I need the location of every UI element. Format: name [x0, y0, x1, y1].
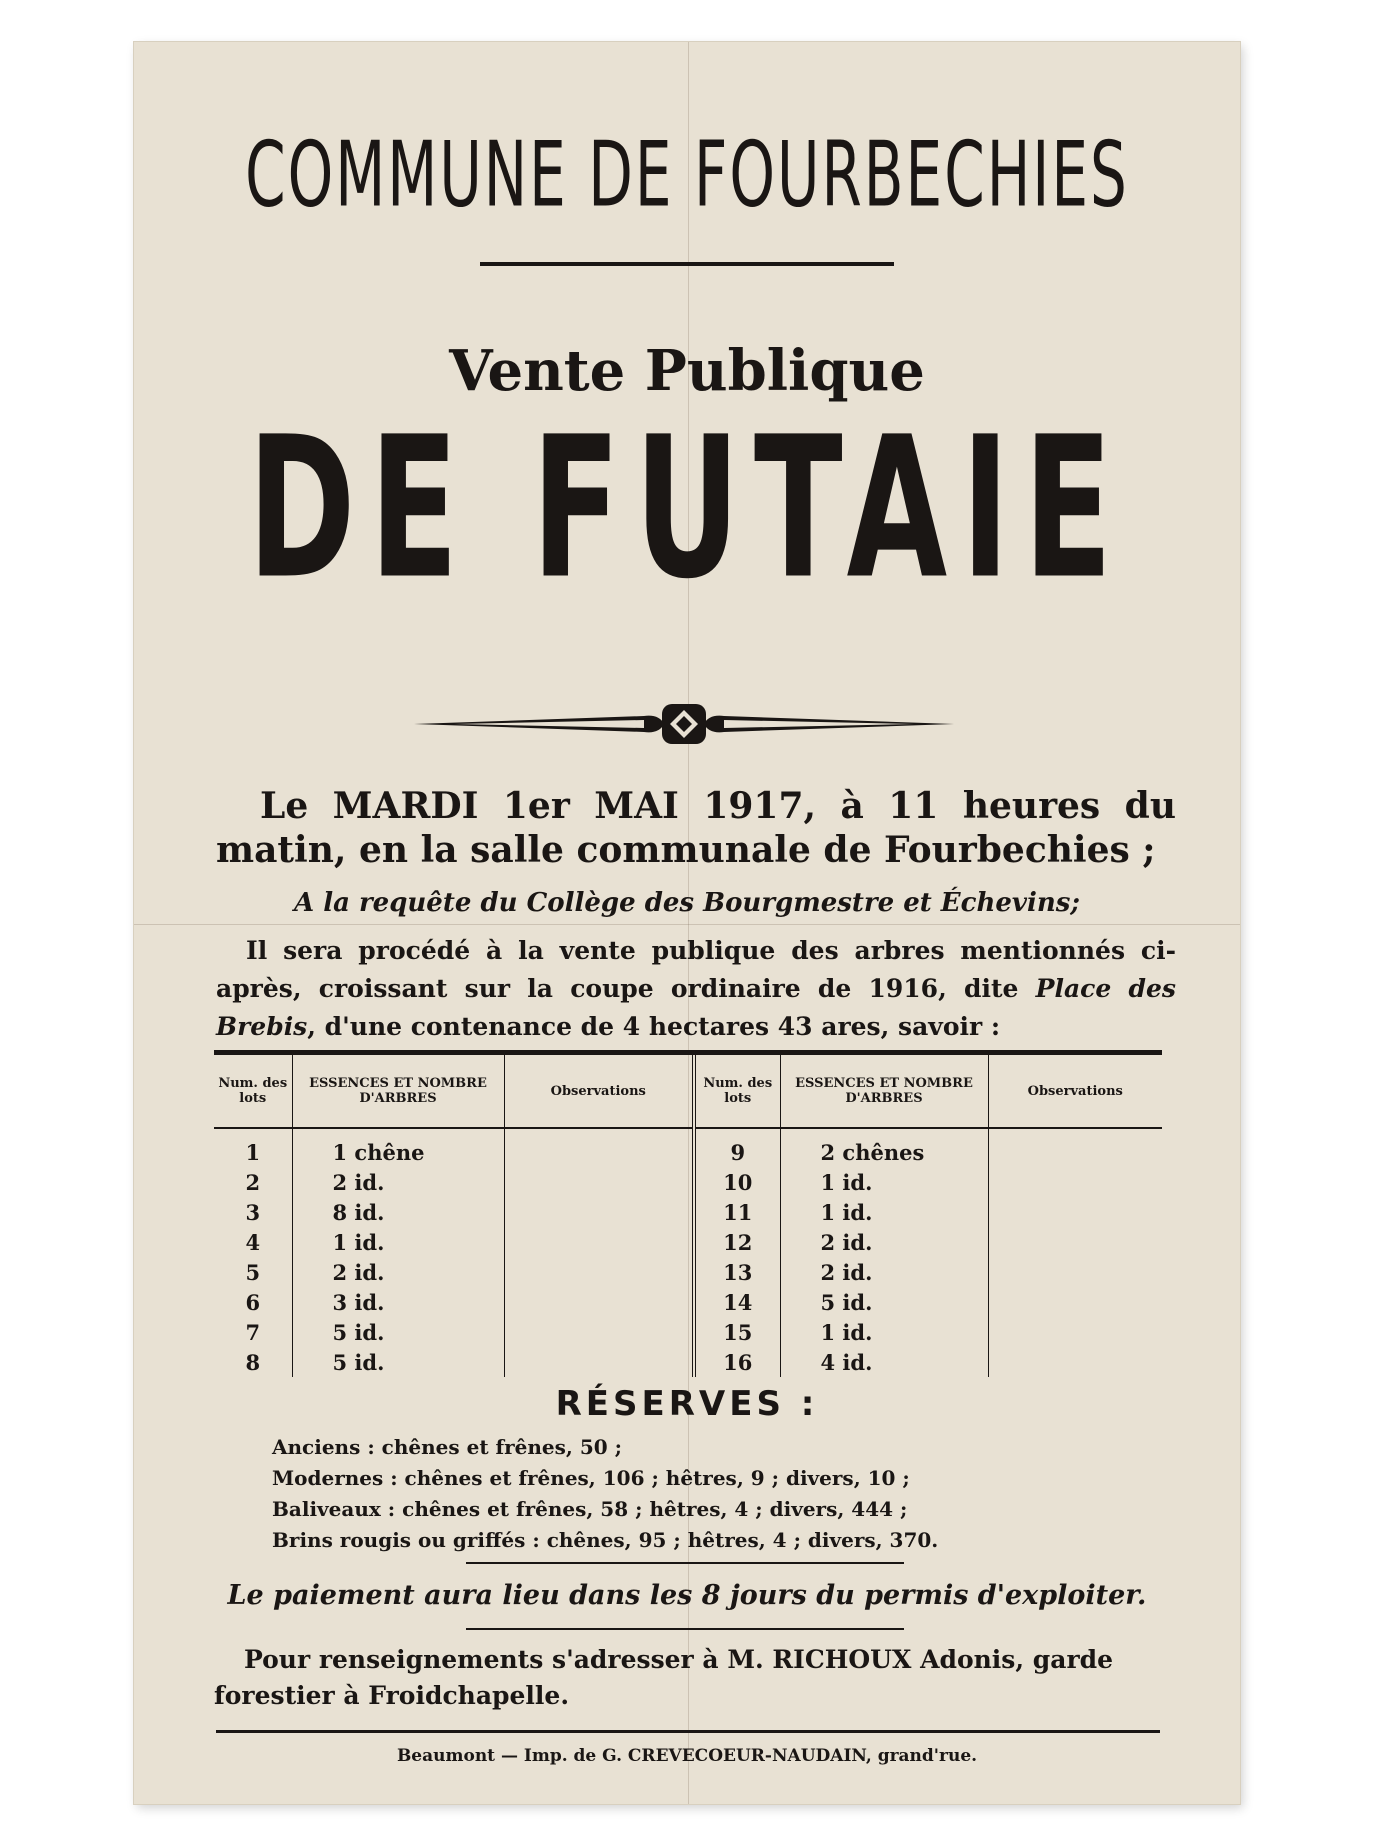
lot-observation [988, 1227, 1162, 1257]
lot-trees: 1 id. [780, 1167, 988, 1197]
lot-trees: 1 chêne [292, 1128, 504, 1167]
table-row [214, 1317, 1162, 1347]
subtitle: Vente Publique [449, 338, 925, 404]
bottom-rule [216, 1730, 1160, 1733]
reserves-list [272, 1432, 1172, 1556]
lot-number: 12 [694, 1227, 780, 1257]
lot-observation [988, 1257, 1162, 1287]
requete-line: A la requête du Collège des Bourgmestre et Échevins; [293, 888, 1081, 918]
lot-number: 8 [214, 1347, 292, 1377]
lot-trees: 2 id. [780, 1227, 988, 1257]
payment-notice: Le paiement aura lieu dans les 8 jours du permis d'exploiter. [227, 1580, 1147, 1611]
lot-number: 2 [214, 1167, 292, 1197]
horizontal-fold-line [134, 924, 1240, 925]
sale-description-end: , d'une contenance de 4 hectares 43 ares, savoir : [307, 1012, 1001, 1041]
reserve-line: Brins rougis ou griffés : chênes, 95 ; hêtres, 4 ; divers, 370. [272, 1528, 939, 1552]
lot-observation [504, 1317, 694, 1347]
reserve-line: Baliveaux : chênes et frênes, 58 ; hêtres, 4 ; divers, 444 ; [272, 1497, 908, 1521]
place-name: Place des Brebis [216, 974, 1176, 1041]
lot-trees: 8 id. [292, 1197, 504, 1227]
lot-trees: 1 id. [780, 1197, 988, 1227]
lots-table [214, 1050, 1162, 1377]
lot-observation [504, 1227, 694, 1257]
lot-trees: 2 id. [780, 1257, 988, 1287]
lot-trees: 4 id. [780, 1347, 988, 1377]
reserves-title: RÉSERVES : [555, 1384, 819, 1424]
lot-number: 10 [694, 1167, 780, 1197]
lot-trees: 2 id. [292, 1167, 504, 1197]
contact-paragraph: Pour renseignements s'adresser à M. RICHOUX Adonis, garde forestier à Froidchapelle. [214, 1645, 1114, 1710]
lot-observation [988, 1317, 1162, 1347]
lot-number: 14 [694, 1287, 780, 1317]
header-essences-a: ESSENCES ET NOMBRE D'ARBRES [292, 1055, 504, 1128]
lot-number: 16 [694, 1347, 780, 1377]
heading-rule [480, 262, 894, 266]
lot-number: 7 [214, 1317, 292, 1347]
lot-number: 11 [694, 1197, 780, 1227]
lot-number: 13 [694, 1257, 780, 1287]
lot-trees: 3 id. [292, 1287, 504, 1317]
printer-imprint: Beaumont — Imp. de G. CREVECOEUR-NAUDAIN, grand'rue. [396, 1746, 978, 1766]
header-num-a: Num. des lots [214, 1055, 292, 1128]
reserve-line: Modernes : chênes et frênes, 106 ; hêtres, 9 ; divers, 10 ; [272, 1466, 910, 1490]
table-row [214, 1128, 1162, 1167]
lot-observation [988, 1347, 1162, 1377]
lot-observation [504, 1287, 694, 1317]
divider-rule [466, 1628, 904, 1630]
lot-observation [504, 1257, 694, 1287]
lot-trees: 5 id. [292, 1347, 504, 1377]
lot-trees: 5 id. [292, 1317, 504, 1347]
lot-trees: 2 chênes [780, 1128, 988, 1167]
header-observations-a: Observations [504, 1055, 694, 1128]
poster-sheet [134, 42, 1240, 1804]
lot-number: 1 [214, 1128, 292, 1167]
table-row [214, 1167, 1162, 1197]
lot-observation [988, 1128, 1162, 1167]
lot-number: 4 [214, 1227, 292, 1257]
lot-number: 3 [214, 1197, 292, 1227]
lot-number: 6 [214, 1287, 292, 1317]
header-num-b: Num. des lots [694, 1055, 780, 1128]
reserve-line: Anciens : chênes et frênes, 50 ; [272, 1435, 623, 1459]
table-row [214, 1287, 1162, 1317]
lot-number: 5 [214, 1257, 292, 1287]
lot-observation [988, 1167, 1162, 1197]
table-row [214, 1197, 1162, 1227]
lot-observation [504, 1167, 694, 1197]
sale-description-start: Il sera procédé à la vente publique des arbres mentionnés ci-après, croissant sur la coupe ordinaire de 1916, dite [216, 936, 1176, 1003]
lot-trees: 1 id. [292, 1227, 504, 1257]
table-row [214, 1257, 1162, 1287]
lot-trees: 1 id. [780, 1317, 988, 1347]
commune-heading: COMMUNE DE FOURBECHIES [245, 122, 1129, 228]
table-row [214, 1347, 1162, 1377]
table-row [214, 1227, 1162, 1257]
ornament-divider-icon [414, 694, 954, 754]
lot-trees: 2 id. [292, 1257, 504, 1287]
headline: DE FUTAIE [247, 394, 1127, 622]
lot-observation [504, 1128, 694, 1167]
lot-observation [988, 1287, 1162, 1317]
sale-date-paragraph: Le MARDI 1er MAI 1917, à 11 heures du matin, en la salle communale de Fourbechies ; [216, 785, 1176, 871]
lot-trees: 5 id. [780, 1287, 988, 1317]
header-observations-b: Observations [988, 1055, 1162, 1128]
divider-rule [466, 1562, 904, 1564]
lot-observation [988, 1197, 1162, 1227]
lot-observation [504, 1347, 694, 1377]
header-essences-b: ESSENCES ET NOMBRE D'ARBRES [780, 1055, 988, 1128]
lot-number: 9 [694, 1128, 780, 1167]
lot-observation [504, 1197, 694, 1227]
sale-description [216, 932, 1176, 1046]
lot-number: 15 [694, 1317, 780, 1347]
